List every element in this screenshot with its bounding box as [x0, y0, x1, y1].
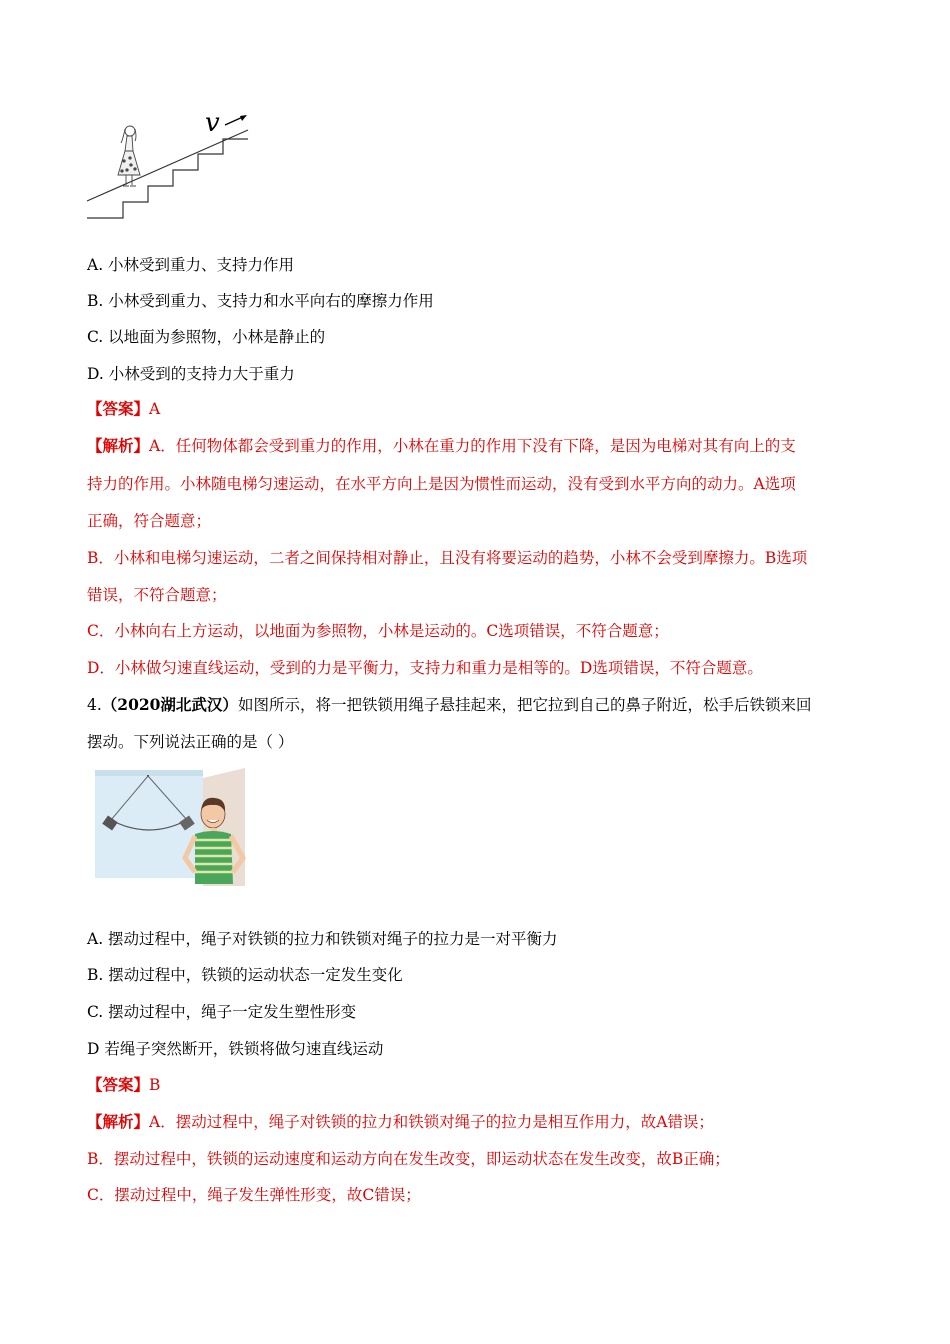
q4-option-a: A. 摆动过程中，绳子对铁锁的拉力和铁锁对绳子的拉力是一对平衡力 — [87, 930, 558, 948]
q4-source: （2020湖北武汉） — [101, 695, 238, 714]
q3-analysis-line-4: B．小林和电梯匀速运动，二者之间保持相对静止，且没有将要运动的趋势，小林不会受到摩擦力。B选项 — [87, 549, 808, 567]
q3-analysis-line-2: 持力的作用。小林随电梯匀速运动，在水平方向上是因为惯性而运动，没有受到水平方向的动力。A选项 — [87, 475, 796, 493]
q3-analysis-line-6: C．小林向右上方运动，以地面为参照物，小林是运动的。C选项错误，不符合题意； — [87, 622, 669, 640]
escalator-steps — [87, 139, 248, 218]
pendulum-figure — [95, 768, 255, 888]
q4-analysis-line-2: B．摆动过程中，铁锁的运动速度和运动方向在发生改变，即运动状态在发生改变，故B正确； — [87, 1150, 730, 1168]
escalator-rail — [87, 130, 248, 201]
q4-stem-line-2: 摆动。下列说法正确的是（ ） — [87, 733, 294, 751]
q4-stem-line-1 — [87, 695, 811, 715]
q3-option-d: D. 小林受到的支持力大于重力 — [87, 365, 295, 383]
q3-analysis-line-3: 正确，符合题意； — [87, 512, 212, 530]
q4-analysis-line-3: C．摆动过程中，绳子发生弹性形变，故C错误； — [87, 1186, 421, 1204]
q4-option-d: D 若绳子突然断开，铁锁将做匀速直线运动 — [87, 1040, 384, 1058]
q3-analysis-line-7: D．小林做匀速直线运动，受到的力是平衡力，支持力和重力是相等的。D选项错误，不符合题意。 — [87, 659, 763, 677]
q3-answer-tag: 【答案】 — [87, 399, 150, 418]
q3-option-a: A. 小林受到重力、支持力作用 — [87, 256, 295, 274]
q4-answer — [87, 1075, 160, 1095]
velocity-label: v — [205, 108, 220, 138]
q3-analysis-tag: 【解析】 — [87, 436, 150, 455]
q3-option-b: B. 小林受到重力、支持力和水平向右的摩擦力作用 — [87, 292, 434, 310]
q3-option-c: C. 以地面为参照物，小林是静止的 — [87, 328, 326, 346]
q4-analysis-text-1: A．摆动过程中，绳子对铁锁的拉力和铁锁对绳子的拉力是相互作用力，故A错误； — [149, 1113, 714, 1131]
velocity-arrowhead — [240, 115, 247, 121]
q3-analysis-text-1: A．任何物体都会受到重力的作用，小林在重力的作用下没有下降，是因为电梯对其有向上的支 — [149, 437, 796, 455]
girl-figure — [118, 126, 140, 186]
q4-analysis-line-1 — [87, 1112, 714, 1132]
q3-answer-value: A — [149, 400, 161, 418]
q3-analysis-line-5: 错误，不符合题意； — [87, 586, 227, 604]
q4-analysis-tag: 【解析】 — [87, 1112, 150, 1131]
q4-option-b: B. 摆动过程中，铁锁的运动状态一定发生变化 — [87, 966, 403, 984]
q4-stem-text: 如图所示，将一把铁锁用绳子悬挂起来，把它拉到自己的鼻子附近，松手后铁锁来回 — [237, 696, 812, 714]
q4-answer-tag: 【答案】 — [87, 1075, 150, 1094]
escalator-figure — [85, 105, 255, 223]
q4-answer-value: B — [149, 1076, 161, 1094]
q4-number: 4. — [87, 696, 102, 714]
q3-answer — [87, 399, 160, 419]
q4-option-c: C. 摆动过程中，绳子一定发生塑性形变 — [87, 1003, 357, 1021]
q3-analysis-line-1 — [87, 436, 796, 456]
